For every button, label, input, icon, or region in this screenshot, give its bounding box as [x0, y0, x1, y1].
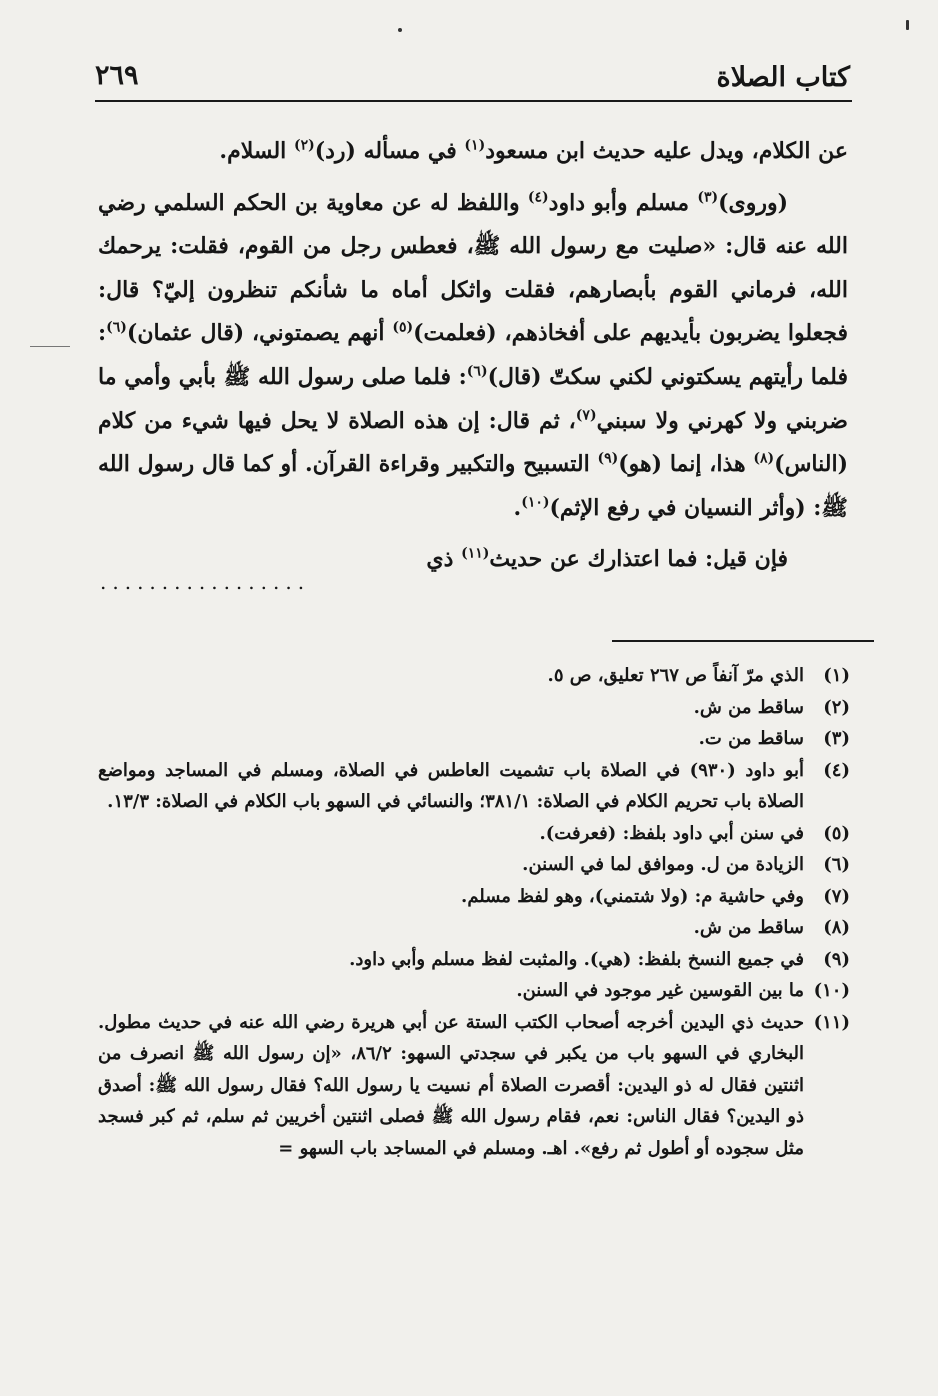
footnote-text: الذي مرّ آنفاً ص ٢٦٧ تعليق، ص ٥. [547, 665, 804, 686]
footnote-number: (٥) [823, 822, 850, 844]
footnote-text: الزيادة من ل. وموافق لما في السنن. [522, 854, 804, 875]
footnote-text: ساقط من ش. [693, 917, 804, 938]
footnote-item [98, 723, 850, 755]
header-rule [95, 100, 852, 102]
main-text [98, 130, 848, 582]
footnote-item [98, 881, 850, 913]
scan-speck [906, 20, 909, 30]
text: فإن قيل: فما اعتذارك عن حديث [489, 546, 788, 573]
footnote-number: (٩) [823, 948, 850, 970]
footnote-number: (٨) [823, 917, 850, 938]
footnote-text: ساقط من ت. [698, 728, 804, 749]
footnote-ref: (١٠) [521, 494, 550, 511]
footnote-number: (٣) [823, 728, 850, 749]
footnote-number: (٤) [823, 759, 850, 781]
footnote-ref: (٩) [597, 450, 619, 467]
footnote-ref: (٥) [392, 320, 414, 337]
text: التسبيح والتكبير وقراءة القرآن. أو كما قال رسول الله ﷺ: (وأثر النسيان في رفع الإثم) [98, 451, 848, 521]
footnote-item [98, 975, 850, 1007]
footnote-item [98, 1007, 850, 1165]
scan-speck [398, 28, 402, 32]
footnote-item [98, 944, 850, 976]
text: : فلما صلى رسول الله ﷺ بأبي وأمي ما ضربني ولا كهرني ولا سبني [98, 363, 848, 434]
paragraph-2 [98, 182, 848, 531]
text: ذي [426, 546, 462, 573]
footnote-ref: (١) [464, 137, 486, 154]
text: السلام. [219, 138, 294, 164]
footnote-text: في سنن أبي داود بلفظ: (فعرفت). [539, 822, 804, 844]
footnote-number: (١٠) [813, 980, 850, 1001]
text: ، ثم قال: إن هذه الصلاة لا يحل فيها شيء من كلام (الناس) [98, 407, 848, 478]
footnote-separator [612, 640, 874, 642]
text: واللفظ له عن معاوية بن الحكم السلمي رضي الله عنه قال: «صليت مع رسول الله ﷺ، فعطس رجل من القوم، فقلت: يرحمك الله، فرماني القوم بأبصارهم، فقلت واثكل أماه ما شأنكم تنظرون إليّ؟ قال: فجعلوا يضربون بأيديهم على أفخاذهم، (فعلمت) [98, 189, 848, 347]
text: مسلم وأبو داود [548, 189, 698, 216]
footnote-text: حديث ذي اليدين أخرجه أصحاب الكتب الستة عن أبي هريرة رضي الله عنه في حديث مطول. البخاري في السهو باب من يكبر في سجدتي السهو: ٨٦/٢، «إن رسول الله ﷺ انصرف من اثنتين فقال له ذو اليدين: أقصرت الصلاة أم نسيت يا رسول الله؟ فقال رسول الله ﷺ: أصدق ذو اليدين؟ فقال الناس: نعم، فقام رسول الله ﷺ فصلى اثنتين أخريين ثم سلم، ثم كبر فسجد مثل سجوده أو أطول ثم رفع». اهـ. ومسلم في المساجد باب السهو = [98, 1011, 804, 1159]
footnote-number: (١) [823, 665, 850, 686]
footnote-ref: (٢) [293, 137, 315, 154]
page-number: ٢٦٩ [95, 60, 139, 91]
footnote-text: وفي حاشية م: (ولا شتمني)، وهو لفظ مسلم. [461, 885, 804, 907]
footnotes [98, 660, 850, 1164]
text: هذا، إنما (هو) [618, 451, 754, 478]
footnote-ref: (٤) [527, 189, 549, 206]
footnote-ref: (٨) [753, 450, 775, 467]
chapter-title: كتاب الصلاة [716, 62, 850, 93]
footnote-text: في جميع النسخ بلفظ: (هي). والمثبت لفظ مسلم وأبي داود. [349, 948, 804, 970]
footnote-ref: (٣) [697, 189, 719, 206]
text: : فلما رأيتهم يسكتوني لكني سكتّ (قال) [98, 320, 848, 390]
footnote-item [98, 818, 850, 850]
footnote-ref: (١١) [461, 546, 490, 563]
paragraph-1 [98, 130, 848, 174]
footnote-item [98, 912, 850, 944]
footnote-text: ساقط من ش. [693, 696, 804, 718]
footnote-item [98, 660, 850, 692]
footnote-ref: (٦) [106, 320, 127, 337]
footnote-number: (٦) [823, 854, 850, 875]
page-header [95, 58, 850, 98]
footnote-number: (١١) [813, 1011, 850, 1033]
footnote-item [98, 755, 850, 818]
footnote-number: (٧) [823, 885, 850, 907]
continuation-dots: ................. [100, 570, 311, 594]
margin-mark [30, 346, 70, 347]
text: عن الكلام، ويدل عليه حديث ابن مسعود [485, 138, 848, 164]
footnote-number: (٢) [823, 696, 850, 718]
footnote-text: أبو داود (٩٣٠) في الصلاة باب تشميت العاطس في الصلاة، ومسلم في المساجد ومواضع الصلاة باب تحريم الكلام في الصلاة: ٣٨١/١؛ والنسائي في السهو باب الكلام في الصلاة: ١٣/٣. [98, 759, 804, 812]
text: في مسأله (رد) [314, 138, 465, 164]
text: . [513, 494, 522, 521]
text: (وروى) [718, 189, 789, 216]
footnote-ref: (٦) [466, 363, 488, 380]
text: أنهم يصمتوني، (قال عثمان) [126, 320, 393, 347]
footnote-ref: (٧) [575, 407, 597, 424]
footnote-item [98, 692, 850, 724]
footnote-text: ما بين القوسين غير موجود في السنن. [516, 980, 804, 1001]
footnote-item [98, 849, 850, 881]
